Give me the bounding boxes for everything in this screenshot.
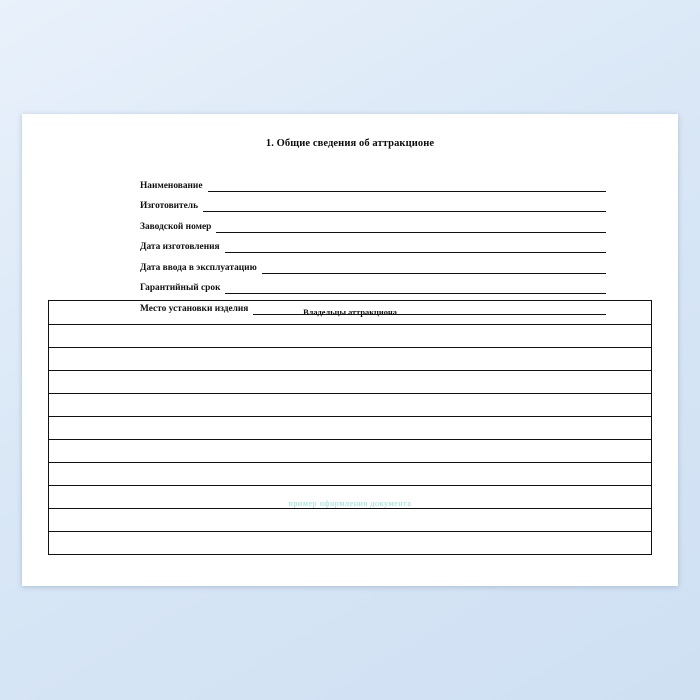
field-line-izgotovitel[interactable] xyxy=(203,200,606,212)
field-line-data-vvoda[interactable] xyxy=(262,262,606,274)
document-page-content xyxy=(22,114,678,586)
field-line-zavodskoy-nomer[interactable] xyxy=(216,221,606,233)
owners-table-header: Владельцы аттракциона xyxy=(49,301,652,325)
field-row-garantiyny-srok xyxy=(140,274,606,295)
table-cell[interactable] xyxy=(49,463,652,486)
field-row-zavodskoy-nomer xyxy=(140,212,606,233)
table-row[interactable] xyxy=(49,463,652,486)
table-row[interactable] xyxy=(49,440,652,463)
table-row[interactable] xyxy=(49,417,652,440)
field-row-izgotovitel xyxy=(140,192,606,213)
field-row-naimenovanie xyxy=(140,171,606,192)
field-label-garantiyny-srok: Гарантийный срок xyxy=(140,283,221,293)
table-row[interactable] xyxy=(49,509,652,532)
general-info-fields xyxy=(48,171,652,315)
field-label-mesto-ustanovki: Место установки изделия xyxy=(140,303,249,314)
table-cell[interactable] xyxy=(49,486,652,509)
field-line-garantiyny-srok[interactable] xyxy=(225,282,606,294)
field-line-naimenovanie[interactable] xyxy=(208,180,607,192)
table-header-row xyxy=(49,301,652,325)
page-title: 1. Общие сведения об аттракционе xyxy=(265,138,435,149)
field-line-data-izgotovleniya[interactable] xyxy=(225,241,606,253)
field-row-data-izgotovleniya xyxy=(140,233,606,254)
field-label-naimenovanie: Наименование xyxy=(140,180,203,191)
field-label-zavodskoy-nomer: Заводской номер xyxy=(140,221,212,232)
field-label-izgotovitel: Изготовитель xyxy=(140,201,199,211)
owners-table-body xyxy=(49,301,652,555)
field-label-data-vvoda: Дата ввода в эксплуатацию xyxy=(140,262,257,273)
field-label-data-izgotovleniya: Дата изготовления xyxy=(140,242,220,252)
table-row[interactable] xyxy=(49,486,652,509)
table-row[interactable] xyxy=(49,394,652,417)
table-cell[interactable] xyxy=(49,325,652,348)
table-cell[interactable] xyxy=(49,532,652,555)
table-cell[interactable] xyxy=(49,509,652,532)
watermark-text: пример оформления документа xyxy=(288,499,412,508)
table-cell[interactable] xyxy=(49,371,652,394)
owners-table xyxy=(48,300,652,555)
table-row[interactable] xyxy=(49,532,652,555)
table-row[interactable] xyxy=(49,348,652,371)
table-row[interactable] xyxy=(49,371,652,394)
table-cell[interactable] xyxy=(49,348,652,371)
table-row[interactable] xyxy=(49,325,652,348)
document-page xyxy=(22,114,678,586)
field-row-data-vvoda xyxy=(140,253,606,274)
table-cell[interactable] xyxy=(49,417,652,440)
table-cell[interactable] xyxy=(49,394,652,417)
table-cell[interactable] xyxy=(49,440,652,463)
